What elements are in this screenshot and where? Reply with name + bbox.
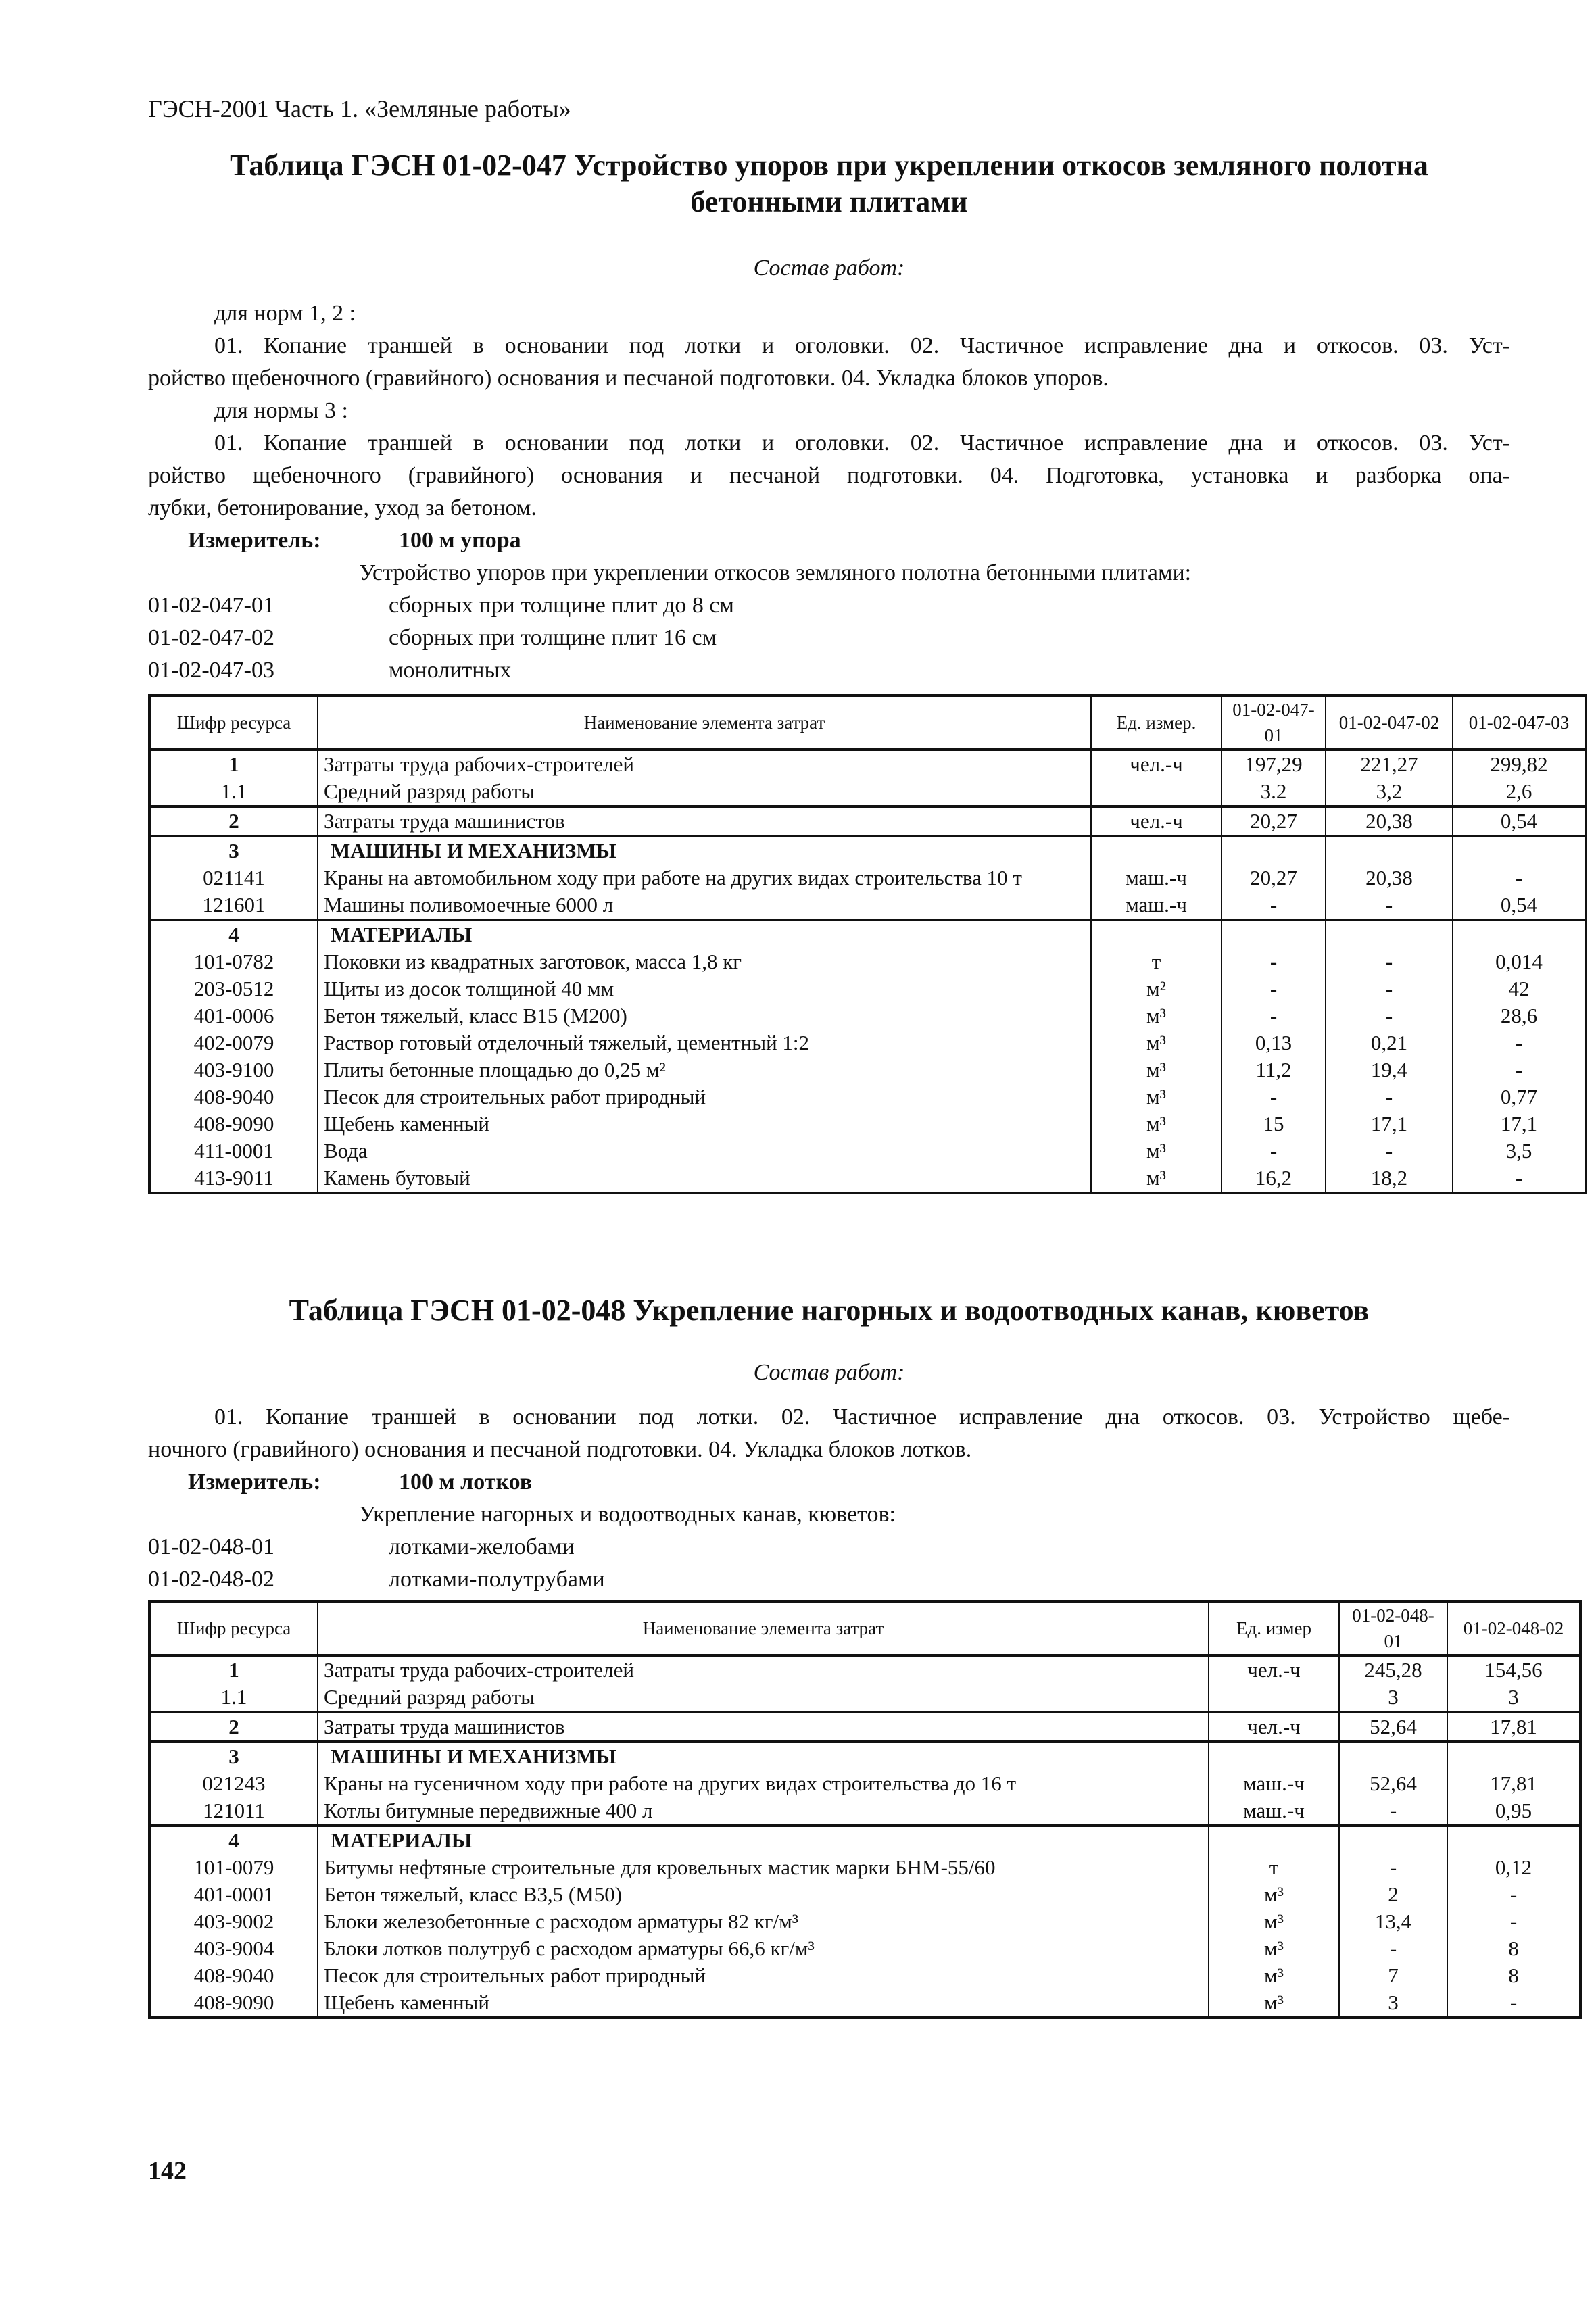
table-row xyxy=(149,948,1586,975)
norm-value: 3,2 xyxy=(1326,778,1453,806)
resource-code: 021141 xyxy=(149,864,318,892)
column-header: Шифр ресурса xyxy=(149,1601,318,1655)
work-composition-line: лубки, бетонирование, уход за бетоном. xyxy=(148,495,537,520)
work-composition-line: ройство щебеночного (гравийного) основания и песчаной подготовки. 04. Подготовка, установка и разборка опа- xyxy=(148,463,1510,488)
resource-code: 101-0079 xyxy=(149,1854,318,1881)
cost-element-name: Щиты из досок толщиной 40 мм xyxy=(318,975,1091,1002)
table-row xyxy=(149,778,1586,806)
table-row xyxy=(149,1881,1580,1908)
norm-value xyxy=(1453,836,1586,864)
norm-name: лотками-желобами xyxy=(389,1534,575,1559)
resource-code: 401-0006 xyxy=(149,1002,318,1029)
norm-value: 15 xyxy=(1222,1111,1326,1138)
norm-value: 0,014 xyxy=(1453,948,1586,975)
cost-element-name: Битумы нефтяные строительные для кровельных мастик марки БНМ-55/60 xyxy=(318,1854,1209,1881)
norm-value: - xyxy=(1222,1083,1326,1111)
work-composition-line: для норм 1, 2 : xyxy=(214,301,356,326)
table-header xyxy=(149,1601,1580,1655)
cost-element-name: Плиты бетонные площадью до 0,25 м² xyxy=(318,1056,1091,1083)
unit: м³ xyxy=(1209,1962,1339,1989)
unit: м³ xyxy=(1091,1002,1222,1029)
norm-value xyxy=(1326,836,1453,864)
cost-element-name: Затраты труда машинистов xyxy=(318,806,1091,836)
unit xyxy=(1209,1684,1339,1712)
resource-code: 1 xyxy=(149,750,318,778)
cost-element-name: Бетон тяжелый, класс В3,5 (М50) xyxy=(318,1881,1209,1908)
norm-value: - xyxy=(1326,892,1453,920)
cost-element-name: МАШИНЫ И МЕХАНИЗМЫ xyxy=(318,836,1091,864)
norm-value: 0,77 xyxy=(1453,1083,1586,1111)
unit: м³ xyxy=(1091,1029,1222,1056)
table-title-line: бетонными плитами xyxy=(690,185,968,218)
measure-label: Измеритель: xyxy=(188,1469,321,1494)
norm-value: - xyxy=(1447,1908,1580,1935)
norm-value: 0,12 xyxy=(1447,1854,1580,1881)
resource-code: 403-9004 xyxy=(149,1935,318,1962)
unit: м³ xyxy=(1209,1881,1339,1908)
norm-code: 01-02-047-03 xyxy=(148,658,274,683)
table-row xyxy=(149,1742,1580,1770)
cost-element-name: Затраты труда машинистов xyxy=(318,1712,1209,1742)
table-row xyxy=(149,920,1586,948)
norm-value: - xyxy=(1453,864,1586,892)
header-row xyxy=(149,1601,1580,1655)
norm-name: лотками-полутрубами xyxy=(389,1567,605,1592)
table-row xyxy=(149,1826,1580,1854)
norm-value: 0,95 xyxy=(1447,1797,1580,1826)
norm-value: 299,82 xyxy=(1453,750,1586,778)
resource-code: 1.1 xyxy=(149,778,318,806)
unit: чел.-ч xyxy=(1209,1712,1339,1742)
column-header: Ед. измер xyxy=(1209,1601,1339,1655)
norm-item xyxy=(148,1563,1510,1596)
norm-value: - xyxy=(1326,948,1453,975)
cost-element-name: МАТЕРИАЛЫ xyxy=(318,920,1091,948)
table-row xyxy=(149,1056,1586,1083)
work-composition-line: ночного (гравийного) основания и песчаной подготовки. 04. Укладка блоков лотков. xyxy=(148,1437,972,1462)
norm-value: 52,64 xyxy=(1339,1712,1447,1742)
unit: маш.-ч xyxy=(1209,1770,1339,1797)
norm-value xyxy=(1222,920,1326,948)
work-composition-line: 01. Копание траншей в основании под лотки. 02. Частичное исправление дна откосов. 03. Устройство щебе- xyxy=(214,1405,1510,1430)
resource-code: 4 xyxy=(149,920,318,948)
unit: м³ xyxy=(1091,1056,1222,1083)
norm-value: - xyxy=(1222,892,1326,920)
norm-value: 18,2 xyxy=(1326,1165,1453,1193)
resource-code: 403-9002 xyxy=(149,1908,318,1935)
norm-value: 3,5 xyxy=(1453,1138,1586,1165)
norm-code: 01-02-048-02 xyxy=(148,1567,274,1592)
norm-value: - xyxy=(1453,1165,1586,1193)
norm-name: монолитных xyxy=(389,658,512,683)
table-row xyxy=(149,1029,1586,1056)
cost-element-name: Машины поливомоечные 6000 л xyxy=(318,892,1091,920)
resource-group xyxy=(149,836,1586,920)
unit: м² xyxy=(1091,975,1222,1002)
norm-value: 28,6 xyxy=(1453,1002,1586,1029)
norm-value: 17,1 xyxy=(1453,1111,1586,1138)
table-title xyxy=(148,147,1510,220)
norm-value xyxy=(1326,920,1453,948)
unit: чел.-ч xyxy=(1209,1655,1339,1684)
norm-value: 0,54 xyxy=(1453,892,1586,920)
norm-value xyxy=(1222,836,1326,864)
cost-element-name: Щебень каменный xyxy=(318,1989,1209,2018)
resource-code: 4 xyxy=(149,1826,318,1854)
resource-code: 408-9040 xyxy=(149,1962,318,1989)
resource-code: 408-9090 xyxy=(149,1989,318,2018)
norm-value: 0,54 xyxy=(1453,806,1586,836)
norm-value: 221,27 xyxy=(1326,750,1453,778)
cost-element-name: Блоки железобетонные с расходом арматуры 82 кг/м³ xyxy=(318,1908,1209,1935)
measure-line xyxy=(188,525,1550,557)
norm-value: - xyxy=(1453,1056,1586,1083)
norms-intro: Устройство упоров при укреплении откосов земляного полотна бетонными плитами: xyxy=(359,560,1192,585)
measure-line xyxy=(188,1466,1550,1498)
norm-value: - xyxy=(1326,1138,1453,1165)
unit xyxy=(1209,1826,1339,1854)
unit: м³ xyxy=(1091,1111,1222,1138)
table-row xyxy=(149,1138,1586,1165)
resource-table xyxy=(148,694,1587,1194)
resource-code: 402-0079 xyxy=(149,1029,318,1056)
resource-code: 2 xyxy=(149,1712,318,1742)
table-row xyxy=(149,836,1586,864)
resource-group xyxy=(149,806,1586,836)
resource-group xyxy=(149,1655,1580,1712)
cost-element-name: Песок для строительных работ природный xyxy=(318,1083,1091,1111)
norm-value xyxy=(1339,1742,1447,1770)
unit: м³ xyxy=(1209,1935,1339,1962)
norm-value: - xyxy=(1326,975,1453,1002)
norm-value: 2,6 xyxy=(1453,778,1586,806)
table-row xyxy=(149,750,1586,778)
cost-element-name: МАШИНЫ И МЕХАНИЗМЫ xyxy=(318,1742,1209,1770)
resource-group xyxy=(149,750,1586,806)
norm-value: 17,1 xyxy=(1326,1111,1453,1138)
table-title-line: Таблица ГЭСН 01-02-048 Укрепление нагорных и водоотводных канав, кюветов xyxy=(289,1294,1370,1327)
norm-item xyxy=(148,654,1510,687)
table-title-line: Таблица ГЭСН 01-02-047 Устройство упоров при укреплении откосов земляного полотна xyxy=(230,149,1428,182)
unit: м³ xyxy=(1091,1165,1222,1193)
table-row xyxy=(149,1908,1580,1935)
cost-element-name: Средний разряд работы xyxy=(318,1684,1209,1712)
norm-value: - xyxy=(1326,1083,1453,1111)
norm-value: 0,21 xyxy=(1326,1029,1453,1056)
unit: т xyxy=(1209,1854,1339,1881)
unit: м³ xyxy=(1209,1989,1339,2018)
unit xyxy=(1209,1742,1339,1770)
resource-code: 021243 xyxy=(149,1770,318,1797)
cost-element-name: Затраты труда рабочих-строителей xyxy=(318,750,1091,778)
norm-value: 16,2 xyxy=(1222,1165,1326,1193)
measure-value: 100 м упора xyxy=(399,528,521,553)
table-row xyxy=(149,975,1586,1002)
norm-value: 8 xyxy=(1447,1962,1580,1989)
norm-value: 17,81 xyxy=(1447,1712,1580,1742)
unit xyxy=(1091,920,1222,948)
cost-element-name: Поковки из квадратных заготовок, масса 1,8 кг xyxy=(318,948,1091,975)
resource-code: 408-9040 xyxy=(149,1083,318,1111)
work-composition-line: ройство щебеночного (гравийного) основания и песчаной подготовки. 04. Укладка блоков упоров. xyxy=(148,366,1109,391)
cost-element-name: Краны на гусеничном ходу при работе на других видах строительства до 16 т xyxy=(318,1770,1209,1797)
resource-code: 413-9011 xyxy=(149,1165,318,1193)
norm-value: - xyxy=(1326,1002,1453,1029)
norm-value: 11,2 xyxy=(1222,1056,1326,1083)
unit: маш.-ч xyxy=(1091,892,1222,920)
norm-value: 3 xyxy=(1339,1684,1447,1712)
work-composition-label: Состав работ: xyxy=(753,1360,905,1385)
resource-code: 1.1 xyxy=(149,1684,318,1712)
norm-value xyxy=(1447,1742,1580,1770)
norm-value: 245,28 xyxy=(1339,1655,1447,1684)
norm-value: - xyxy=(1222,975,1326,1002)
table-row xyxy=(149,892,1586,920)
norm-value: - xyxy=(1453,1029,1586,1056)
cost-element-name: Средний разряд работы xyxy=(318,778,1091,806)
measure-value: 100 м лотков xyxy=(399,1469,533,1494)
running-header: ГЭСН-2001 Часть 1. «Земляные работы» xyxy=(148,95,571,122)
table-row xyxy=(149,806,1586,836)
unit xyxy=(1091,778,1222,806)
norm-value: 0,13 xyxy=(1222,1029,1326,1056)
norm-value: 197,29 xyxy=(1222,750,1326,778)
column-header: 01-02-047-03 xyxy=(1453,696,1586,750)
norm-value: 17,81 xyxy=(1447,1770,1580,1797)
table-row xyxy=(149,1111,1586,1138)
norm-value: - xyxy=(1222,1002,1326,1029)
work-composition-label: Состав работ: xyxy=(753,255,905,281)
column-header: 01-02-047-02 xyxy=(1326,696,1453,750)
table-title xyxy=(148,1292,1510,1329)
work-composition-line: для нормы 3 : xyxy=(214,398,348,423)
unit: маш.-ч xyxy=(1091,864,1222,892)
norm-value: - xyxy=(1339,1854,1447,1881)
resource-code: 3 xyxy=(149,1742,318,1770)
norm-value: - xyxy=(1339,1797,1447,1826)
unit: м³ xyxy=(1209,1908,1339,1935)
resource-group xyxy=(149,1742,1580,1826)
norm-value: 3.2 xyxy=(1222,778,1326,806)
norm-value: 13,4 xyxy=(1339,1908,1447,1935)
measure-label: Измеритель: xyxy=(188,528,321,553)
resource-group xyxy=(149,920,1586,1193)
resource-code: 411-0001 xyxy=(149,1138,318,1165)
column-header: 01-02-048-01 xyxy=(1339,1601,1447,1655)
page-number: 142 xyxy=(148,2157,187,2185)
norm-name: сборных при толщине плит до 8 см xyxy=(389,593,734,618)
norm-name: сборных при толщине плит 16 см xyxy=(389,625,717,650)
norm-value: - xyxy=(1222,948,1326,975)
column-header: Ед. измер. xyxy=(1091,696,1222,750)
table-row xyxy=(149,1655,1580,1684)
work-composition-line: 01. Копание траншей в основании под лотки и оголовки. 02. Частичное исправление дна и откосов. 03. Уст- xyxy=(214,333,1510,358)
cost-element-name: Блоки лотков полутруб с расходом арматуры 66,6 кг/м³ xyxy=(318,1935,1209,1962)
unit: чел.-ч xyxy=(1091,750,1222,778)
cost-element-name: Щебень каменный xyxy=(318,1111,1091,1138)
unit: чел.-ч xyxy=(1091,806,1222,836)
cost-element-name: Камень бутовый xyxy=(318,1165,1091,1193)
table-row xyxy=(149,864,1586,892)
norm-value: 42 xyxy=(1453,975,1586,1002)
table-header xyxy=(149,696,1586,750)
resource-code: 2 xyxy=(149,806,318,836)
table-row xyxy=(149,1165,1586,1193)
resource-table xyxy=(148,1600,1582,2019)
column-header: Наименование элемента затрат xyxy=(318,696,1091,750)
resource-group xyxy=(149,1826,1580,2018)
norm-value: 20,27 xyxy=(1222,806,1326,836)
norm-code: 01-02-047-01 xyxy=(148,593,274,618)
resource-code: 401-0001 xyxy=(149,1881,318,1908)
cost-element-name: Затраты труда рабочих-строителей xyxy=(318,1655,1209,1684)
norms-intro: Укрепление нагорных и водоотводных канав, кюветов: xyxy=(359,1502,896,1527)
cost-element-name: Краны на автомобильном ходу при работе на других видах строительства 10 т xyxy=(318,864,1091,892)
cost-element-name: Бетон тяжелый, класс В15 (М200) xyxy=(318,1002,1091,1029)
work-composition-line: 01. Копание траншей в основании под лотки и оголовки. 02. Частичное исправление дна и откосов. 03. Уст- xyxy=(214,431,1510,456)
resource-code: 403-9100 xyxy=(149,1056,318,1083)
norm-value: 154,56 xyxy=(1447,1655,1580,1684)
unit: м³ xyxy=(1091,1083,1222,1111)
norm-value: - xyxy=(1339,1935,1447,1962)
norm-value: 19,4 xyxy=(1326,1056,1453,1083)
resource-code: 101-0782 xyxy=(149,948,318,975)
cost-element-name: Котлы битумные передвижные 400 л xyxy=(318,1797,1209,1826)
resource-code: 408-9090 xyxy=(149,1111,318,1138)
resource-group xyxy=(149,1712,1580,1742)
cost-element-name: Песок для строительных работ природный xyxy=(318,1962,1209,1989)
column-header: Шифр ресурса xyxy=(149,696,318,750)
norm-code: 01-02-047-02 xyxy=(148,625,274,650)
resource-code: 203-0512 xyxy=(149,975,318,1002)
norm-value: 52,64 xyxy=(1339,1770,1447,1797)
unit: м³ xyxy=(1091,1138,1222,1165)
table-row xyxy=(149,1002,1586,1029)
column-header: Наименование элемента затрат xyxy=(318,1601,1209,1655)
norm-value: 20,38 xyxy=(1326,864,1453,892)
table-row xyxy=(149,1962,1580,1989)
resource-code: 1 xyxy=(149,1655,318,1684)
norm-item xyxy=(148,622,1510,654)
table-row xyxy=(149,1770,1580,1797)
resource-code: 3 xyxy=(149,836,318,864)
cost-element-name: Раствор готовый отделочный тяжелый, цементный 1:2 xyxy=(318,1029,1091,1056)
resource-code: 121601 xyxy=(149,892,318,920)
unit: т xyxy=(1091,948,1222,975)
norm-item xyxy=(148,1531,1510,1563)
norm-value: 2 xyxy=(1339,1881,1447,1908)
header-row xyxy=(149,696,1586,750)
norm-value xyxy=(1447,1826,1580,1854)
norm-value: - xyxy=(1222,1138,1326,1165)
column-header: 01-02-048-02 xyxy=(1447,1601,1580,1655)
cost-element-name: Вода xyxy=(318,1138,1091,1165)
norm-code: 01-02-048-01 xyxy=(148,1534,274,1559)
cost-element-name: МАТЕРИАЛЫ xyxy=(318,1826,1209,1854)
table-row xyxy=(149,1935,1580,1962)
norm-value: 3 xyxy=(1447,1684,1580,1712)
unit xyxy=(1091,836,1222,864)
table-row xyxy=(149,1712,1580,1742)
norm-value xyxy=(1453,920,1586,948)
norm-value: 20,27 xyxy=(1222,864,1326,892)
norm-value xyxy=(1339,1826,1447,1854)
resource-code: 121011 xyxy=(149,1797,318,1826)
norm-value: 7 xyxy=(1339,1962,1447,1989)
table-row xyxy=(149,1854,1580,1881)
unit: маш.-ч xyxy=(1209,1797,1339,1826)
table-row xyxy=(149,1684,1580,1712)
table-row xyxy=(149,1989,1580,2018)
table-row xyxy=(149,1797,1580,1826)
norm-value: - xyxy=(1447,1989,1580,2018)
norm-value: 8 xyxy=(1447,1935,1580,1962)
norm-item xyxy=(148,589,1510,622)
norm-value: 3 xyxy=(1339,1989,1447,2018)
table-row xyxy=(149,1083,1586,1111)
norm-value: - xyxy=(1447,1881,1580,1908)
column-header: 01-02-047-01 xyxy=(1222,696,1326,750)
norm-value: 20,38 xyxy=(1326,806,1453,836)
